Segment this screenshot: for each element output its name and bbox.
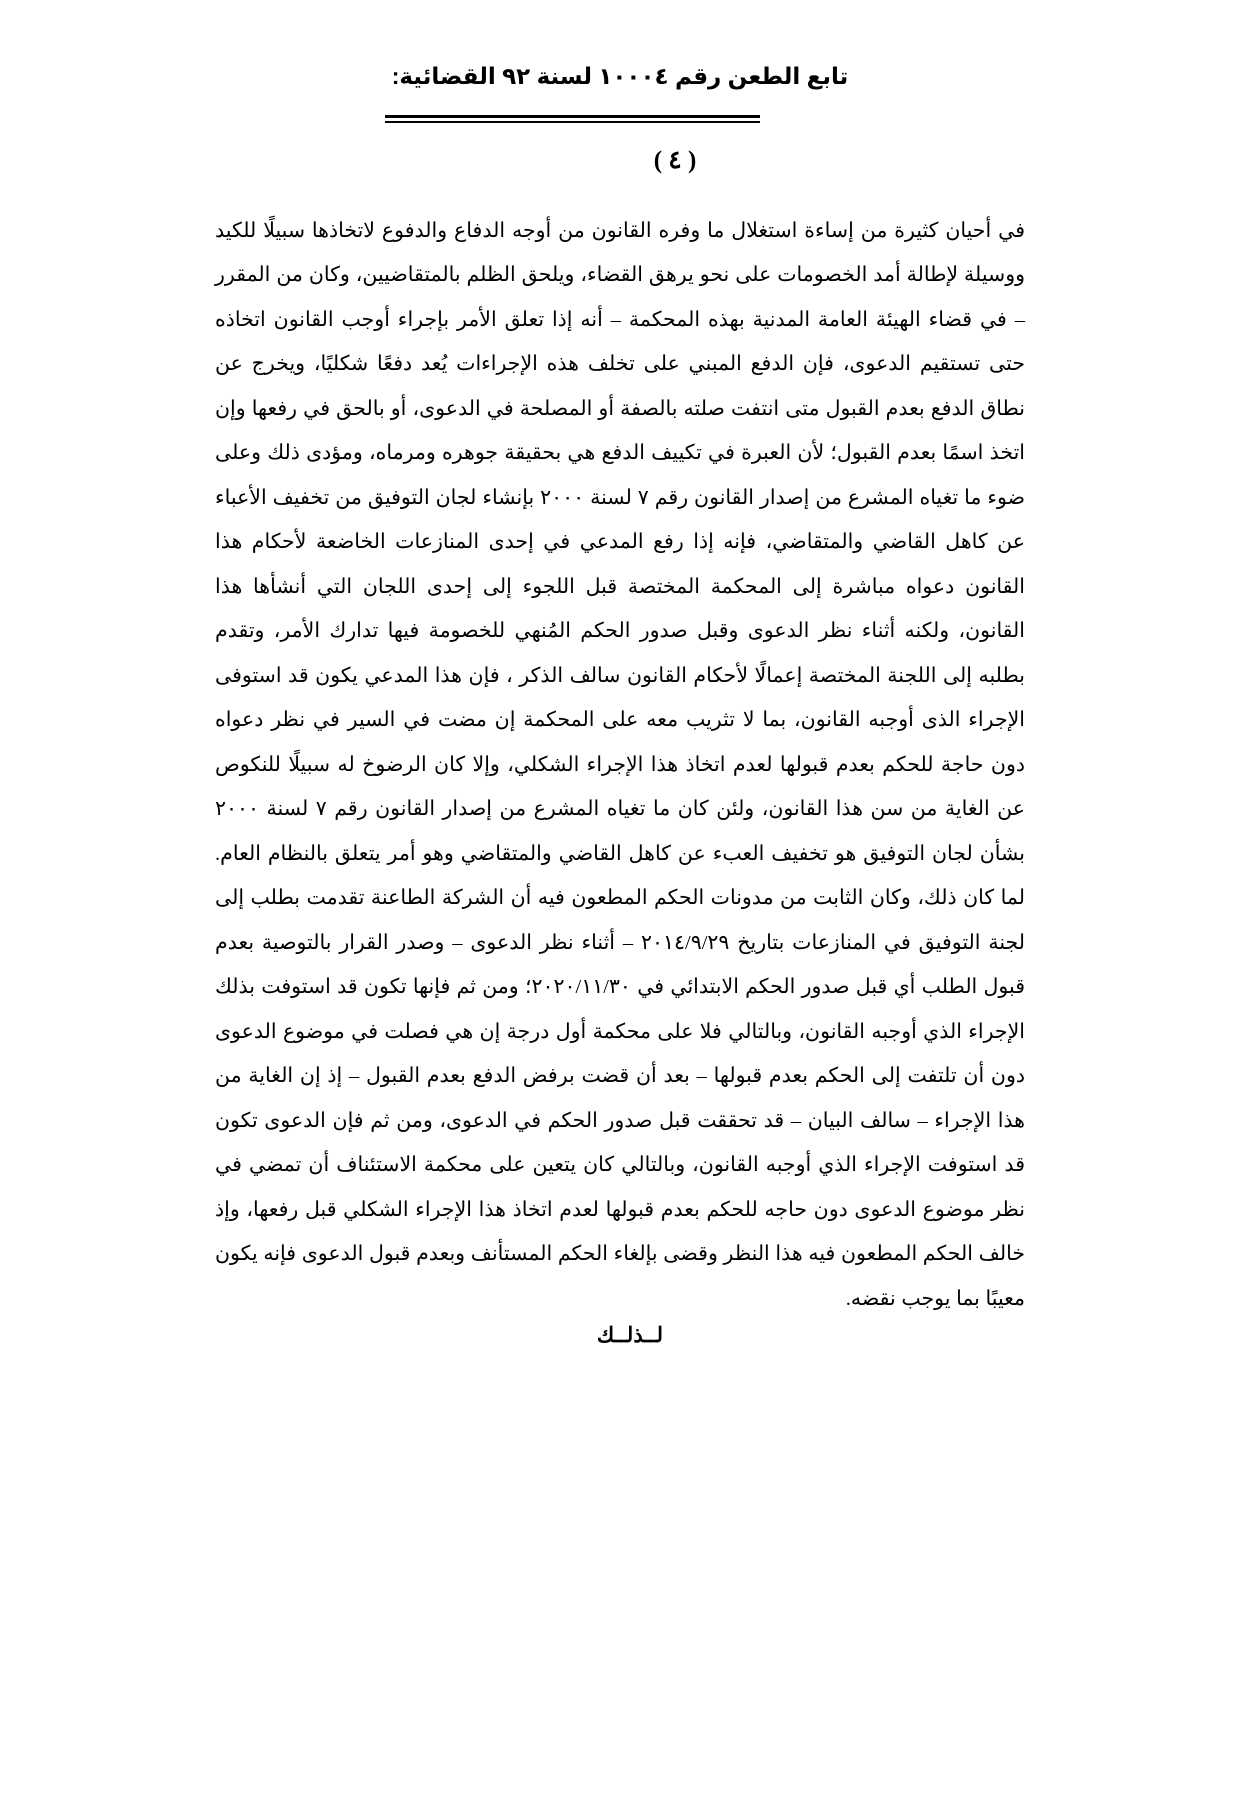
- closing-word: لــذلــك: [596, 1323, 664, 1348]
- page-title: تابع الطعن رقم ١٠٠٠٤ لسنة ٩٢ القضائية:: [391, 63, 849, 89]
- body-paragraph: في أحيان كثيرة من إساءة استغلال ما وفره القانون من أوجه الدفاع والدفوع لاتخاذها سبيلًا للكيد ووسيلة لإطالة أمد الخصومات على نحو يرهق القضاء، ويلحق الظلم بالمتقاضيين، وكان من المقرر – في قضاء الهيئة العامة المدنية بهذه المحكمة – أنه إذا تعلق الأمر بإجراء أوجب القانون اتخاذه حتى تستقيم الدعوى، فإن الدفع المبني على تخلف هذه الإجراءات يُعد دفعًا شكليًا، ويخرج عن نطاق الدفع بعدم القبول متى انتفت صلته بالصفة أو المصلحة في الدعوى، أو بالحق في رفعها وإن اتخذ اسمًا بعدم القبول؛ لأن العبرة في تكييف الدفع هي بحقيقة جوهره ومرماه، ومؤدى ذلك وعلى ضوء ما تغياه المشرع من إصدار القانون رقم ٧ لسنة ٢٠٠٠ بإنشاء لجان التوفيق من تخفيف الأعباء عن كاهل القاضي والمتقاضي، فإنه إذا رفع المدعي في إحدى المنازعات الخاضعة لأحكام هذا القانون دعواه مباشرة إلى المحكمة المختصة قبل اللجوء إلى إحدى اللجان التي أنشأها هذا القانون، ولكنه أثناء نظر الدعوى وقبل صدور الحكم المُنهي للخصومة فيها تدارك الأمر، وتقدم بطلبه إلى اللجنة المختصة إعمالًا لأحكام القانون سالف الذكر ، فإن هذا المدعي يكون قد استوفى الإجراء الذى أوجبه القانون، بما لا تثريب معه على المحكمة إن مضت في السير في نظر دعواه دون حاجة للحكم بعدم قبولها لعدم اتخاذ هذا الإجراء الشكلي، وإلا كان الرضوخ له سبيلًا للنكوص عن الغاية من سن هذا القانون، ولئن كان ما تغياه المشرع من إصدار القانون رقم ٧ لسنة ٢٠٠٠ بشأن لجان التوفيق هو تخفيف العبء عن كاهل القاضي والمتقاضي وهو أمر يتعلق بالنظام العام. لما كان ذلك، وكان الثابت من مدونات الحكم المطعون فيه أن الشركة الطاعنة تقدمت بطلب إلى لجنة التوفيق في المنازعات بتاريخ ٢٠١٤/٩/٢٩ – أثناء نظر الدعوى – وصدر القرار بالتوصية بعدم قبول الطلب أي قبل صدور الحكم الابتدائي في ٢٠٢٠/١١/٣٠؛ ومن ثم فإنها تكون قد استوفت بذلك الإجراء الذي أوجبه القانون، وبالتالي فلا على محكمة أول درجة إن هي فصلت في موضوع الدعوى دون أن تلتفت إلى الحكم بعدم قبولها – بعد أن قضت برفض الدفع بعدم القبول – إذ إن الغاية من هذا الإجراء – سالف البيان – قد تحققت قبل صدور الحكم في الدعوى، ومن ثم فإن الدعوى تكون قد استوفت الإجراء الذي أوجبه القانون، وبالتالي كان يتعين على محكمة الاستئناف أن تمضي في نظر موضوع الدعوى دون حاجه للحكم بعدم قبولها لعدم اتخاذ هذا الإجراء الشكلي قبل رفعها، وإذ خالف الحكم المطعون فيه هذا النظر وقضى بإلغاء الحكم المستأنف وبعدم قبول الدعوى فإنه يكون معيبًا بما يوجب نقضه.: [215, 219, 1025, 1310]
- document-header: [0, 62, 1240, 123]
- header-rule-wrap: [150, 115, 1090, 123]
- document-page: [0, 62, 1240, 1816]
- page-number: ( ٤ ): [653, 146, 697, 174]
- document-body: [215, 209, 1025, 1322]
- double-horizontal-rule-icon: [385, 115, 760, 123]
